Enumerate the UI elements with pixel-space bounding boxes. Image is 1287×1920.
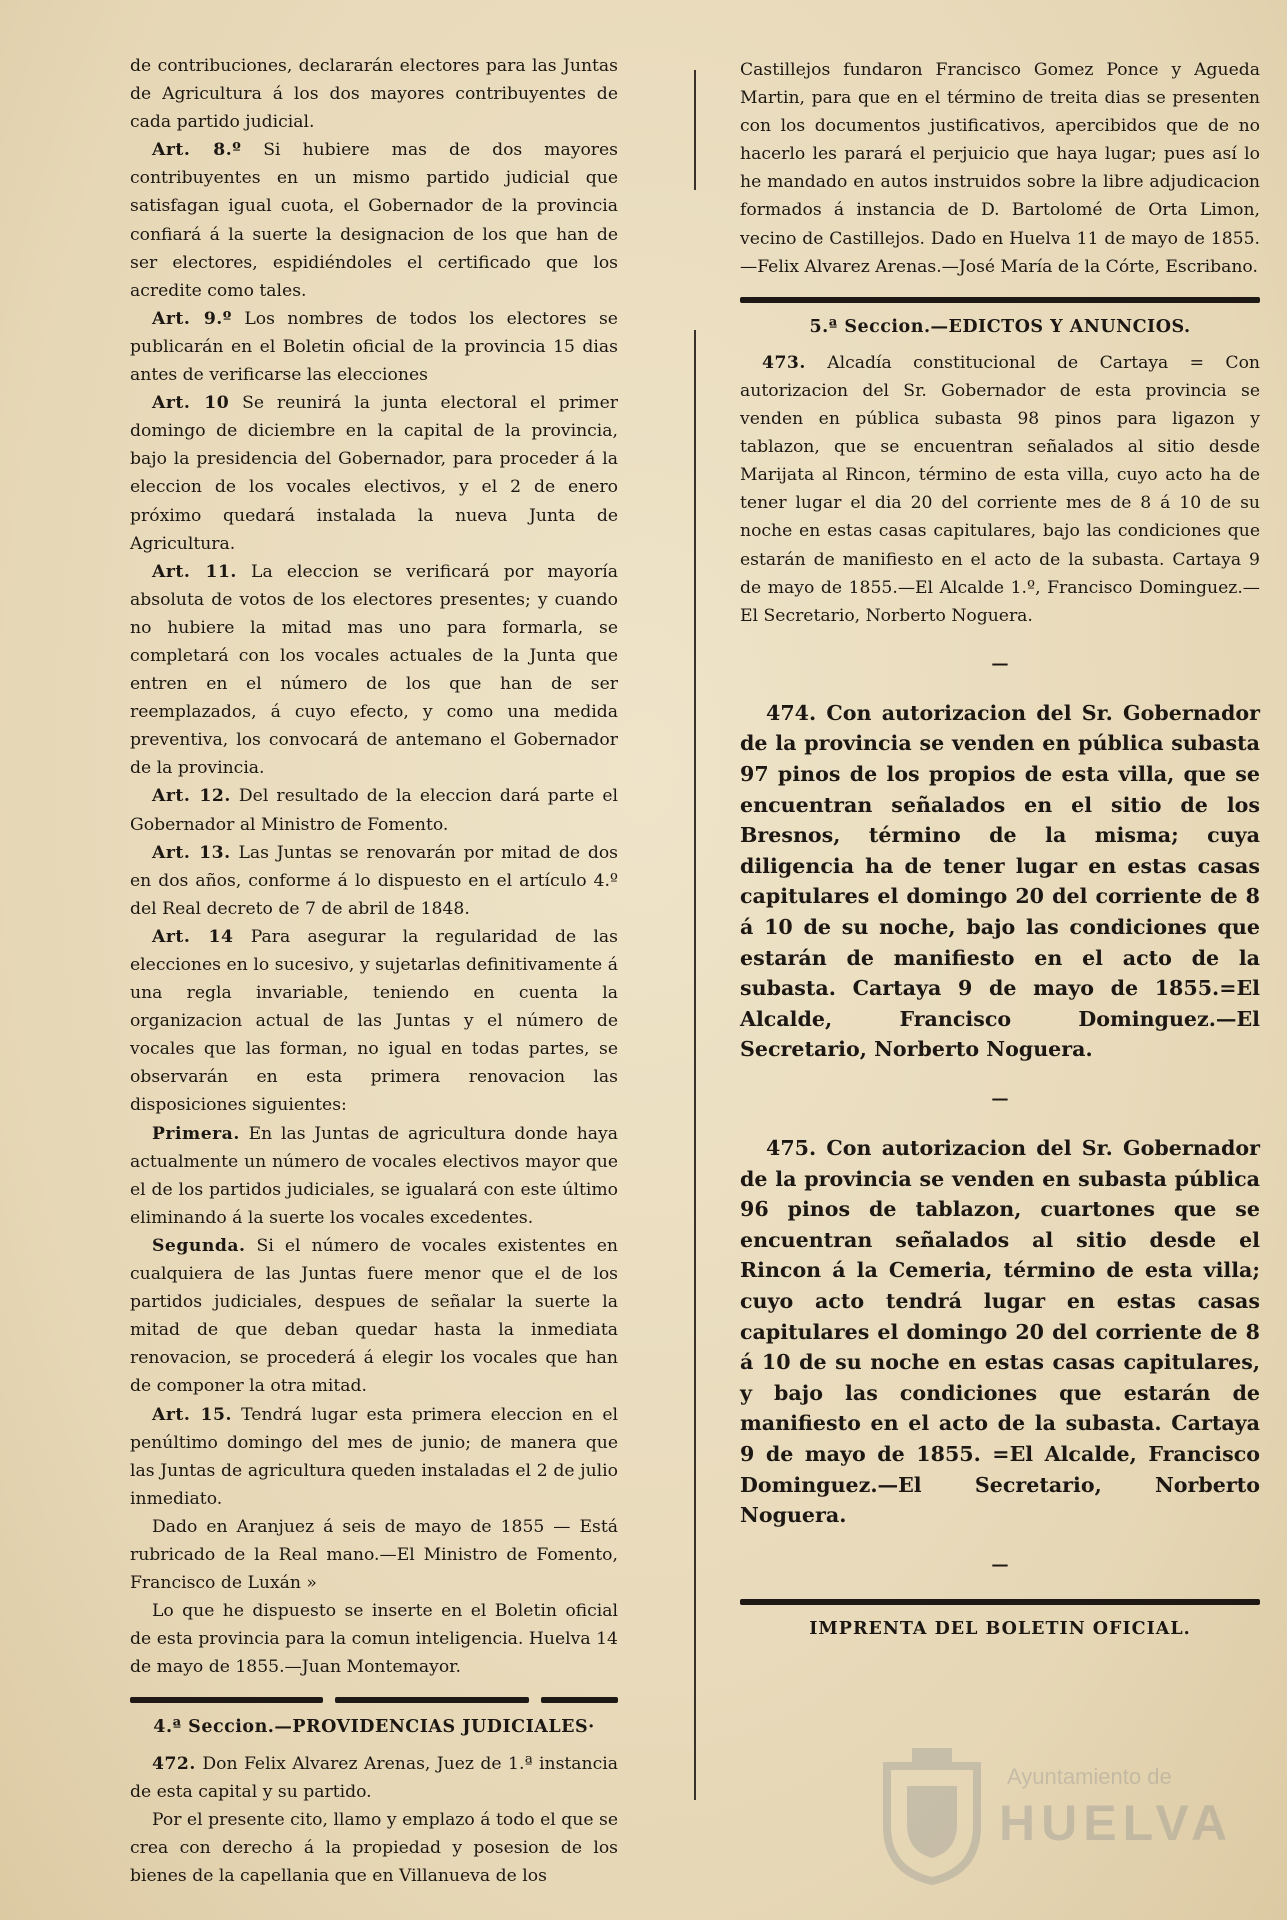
article-15-label: Art. 15.	[152, 1404, 232, 1425]
decree-signature: Dado en Aranjuez á seis de mayo de 1855 — Está rubricado de la Real mano.—El Ministro de Fomento, Francisco de Luxán »	[130, 1516, 618, 1594]
publication-note: Lo que he dispuesto se inserte en el Boletin oficial de esta provincia para la comun inteligencia. Huelva 14 de mayo de 1855.—Juan Montemayor.	[130, 1601, 618, 1678]
article-11-text: La eleccion se verificará por mayoría absoluta de votos de los electores presentes; y cuando no hubiere la mitad mas uno para formarla, se completará con los vocales actuales de la Junta que entren en el número de los que han de ser reemplazados, á cuyo efecto, y como una medida preventiva, los convocará de antemano el Gobernador de la provincia.	[130, 561, 618, 779]
article-9	[130, 305, 618, 389]
article-12	[130, 782, 618, 838]
notice-472-continuation: Castillejos fundaron Francisco Gomez Ponce y Agueda Martin, para que en el término de treita dias se presenten con los documentos justificativos, apercibidos que de no hacerlo les parará el perjuicio que haya lugar; pues así lo he mandado en autos instruidos sobre la libre adjudicacion formados á instancia de D. Bartolomé de Orta Limon, vecino de Castillejos. Dado en Huelva 11 de mayo de 1855.—Felix Alvarez Arenas.—José María de la Córte, Escribano.	[740, 60, 1260, 277]
section-5-title: 5.ª Seccion.—EDICTOS Y ANUNCIOS.	[809, 316, 1191, 337]
notice-475	[740, 1133, 1260, 1531]
article-11-label: Art. 11.	[152, 561, 237, 582]
notice-474	[740, 698, 1260, 1065]
watermark-small-text: Ayuntamiento de	[1007, 1764, 1172, 1789]
separator-dash: —	[991, 653, 1009, 674]
article-15	[130, 1401, 618, 1513]
notice-474-text: Con autorizacion del Sr. Gobernador de la provincia se venden en pública subasta 97 pinos de los propios de esta villa, que se encuentran señalados en el sitio de los Bresnos, término de la misma; cuya diligencia ha de tener lugar en estas casas capitulares el domingo 20 del corriente de 8 á 10 de su noche, bajo las condiciones que estarán de manifiesto en el acto de la subasta. Cartaya 9 de mayo de 1855.=El Alcalde, Francisco Dominguez.—El Secretario, Norberto Noguera.	[740, 700, 1260, 1062]
article-13-label: Art. 13.	[152, 842, 231, 863]
article-10-label: Art. 10	[152, 393, 230, 414]
notice-473-label: 473.	[762, 352, 806, 373]
segunda-label: Segunda.	[152, 1235, 246, 1256]
disposition-primera	[130, 1120, 618, 1232]
footer-divider	[740, 1599, 1260, 1605]
notice-475-text: Con autorizacion del Sr. Gobernador de la provincia se venden en subasta pública 96 pinos de tablazon, cuartones que se encuentran señalados al sitio desde el Rincon á la Cemeria, término de esta villa; cuyo acto tendrá lugar en estas casas capitulares el domingo 20 del corriente de 8 á 10 de su noche en estas casas capitulares, y bajo las condiciones que estarán de manifiesto en el acto de la subasta. Cartaya 9 de mayo de 1855. =El Alcalde, Francisco Dominguez.—El Secretario, Norberto Noguera.	[740, 1136, 1260, 1528]
article-9-text: Los nombres de todos los electores se publicarán en el Boletin oficial de la provincia 15 dias antes de verificarse las elecciones	[130, 308, 618, 386]
column-divider	[694, 330, 696, 1800]
section-divider-5	[740, 297, 1260, 303]
printer-imprint: IMPRENTA DEL BOLETIN OFICIAL.	[809, 1618, 1191, 1639]
article-14-label: Art. 14	[152, 926, 234, 947]
article-14-text: Para asegurar la regularidad de las elecciones en lo sucesivo, y sujetarlas definitivamente á una regla invariable, teniendo en cuenta la organizacion actual de las Juntas y el número de vocales que las forman, no igual en todas partes, se observarán en esta primera renovacion las disposiciones siguientes:	[130, 926, 618, 1116]
section-divider-4	[130, 1697, 618, 1703]
segunda-text: Si el número de vocales existentes en cualquiera de las Juntas fuere menor que el de los partidos judiciales, despues de señalar la suerte la mitad de que deban quedar hasta la inmediata renovacion, se procederá á elegir los vocales que han de componer la otra mitad.	[130, 1235, 618, 1397]
article-13-text: Las Juntas se renovarán por mitad de dos en dos años, conforme á lo dispuesto en el artículo 4.º del Real decreto de 7 de abril de 1848.	[130, 842, 619, 919]
article-12-text: Del resultado de la eleccion dará parte el Gobernador al Ministro de Fomento.	[130, 786, 618, 835]
primera-label: Primera.	[152, 1123, 240, 1144]
article-12-label: Art. 12.	[152, 786, 231, 807]
article-13	[130, 839, 618, 923]
notice-473	[740, 349, 1260, 630]
article-8	[130, 136, 618, 305]
watermark-big-text: HUELVA	[999, 1795, 1234, 1851]
notice-472-text: Don Felix Alvarez Arenas, Juez de 1.ª instancia de esta capital y su partido.	[130, 1753, 618, 1802]
right-column	[740, 56, 1260, 1643]
section-4-title: 4.ª Seccion.—PROVIDENCIAS JUDICIALES·	[153, 1717, 595, 1738]
separator-dash-3: —	[991, 1554, 1009, 1575]
separator-dash-2: —	[991, 1089, 1009, 1109]
paragraph-intro: de contribuciones, declararán electores para las Juntas de Agricultura á los dos mayores contribuyentes de cada partido judicial.	[130, 56, 618, 133]
notice-473-text: Alcadía constitucional de Cartaya = Con autorizacion del Sr. Gobernador de esta provincia se venden en pública subasta 98 pinos para ligazon y tablazon, que se encuentran señalados al sitio desde Marijata al Rincon, término de esta villa, cuyo acto ha de tener lugar el dia 20 del corriente mes de 8 á 10 de su noche en estas casas capitulares, bajo las condiciones que estarán de manifiesto en el acto de la subasta. Cartaya 9 de mayo de 1855.—El Alcalde 1.º, Francisco Dominguez.—El Secretario, Norberto Noguera.	[740, 352, 1260, 626]
disposition-segunda	[130, 1232, 618, 1401]
notice-472-body: Por el presente cito, llamo y emplazo á todo el que se crea con derecho á la propiedad y posesion de los bienes de la capellania que en Villanueva de los	[130, 1809, 618, 1886]
notice-472-label: 472.	[152, 1753, 196, 1774]
article-11	[130, 558, 618, 783]
left-column	[130, 52, 618, 1890]
column-divider-top	[694, 70, 696, 190]
primera-text: En las Juntas de agricultura donde haya actualmente un número de vocales electivos mayor que el de los partidos judiciales, se igualará con este último eliminando á la suerte los vocales excedentes.	[130, 1123, 618, 1228]
article-14	[130, 923, 618, 1120]
article-8-text: Si hubiere mas de dos mayores contribuyentes en un mismo partido judicial que satisfagan igual cuota, el Gobernador de la provincia confiará á la suerte la designacion de los que han de ser electores, espidiéndoles el certificado que los acredite como tales.	[130, 140, 618, 301]
notice-474-label: 474.	[766, 700, 817, 725]
article-10	[130, 389, 618, 558]
article-9-label: Art. 9.º	[152, 308, 232, 329]
notice-472	[130, 1750, 618, 1806]
article-15-text: Tendrá lugar esta primera eleccion en el penúltimo domingo del mes de junio; de manera que las Juntas de agricultura queden instaladas el 2 de julio inmediato.	[130, 1404, 619, 1509]
article-8-label: Art. 8.º	[152, 140, 242, 161]
coat-of-arms-icon	[877, 1746, 987, 1886]
watermark	[877, 1736, 1234, 1896]
article-10-text: Se reunirá la junta electoral el primer domingo de diciembre en la capital de la provincia, bajo la presidencia del Gobernador, para proceder á la eleccion de los vocales electivos, y el 2 de enero próximo quedará instalada la nueva Junta de Agricultura.	[130, 393, 618, 554]
notice-475-label: 475.	[766, 1136, 817, 1161]
